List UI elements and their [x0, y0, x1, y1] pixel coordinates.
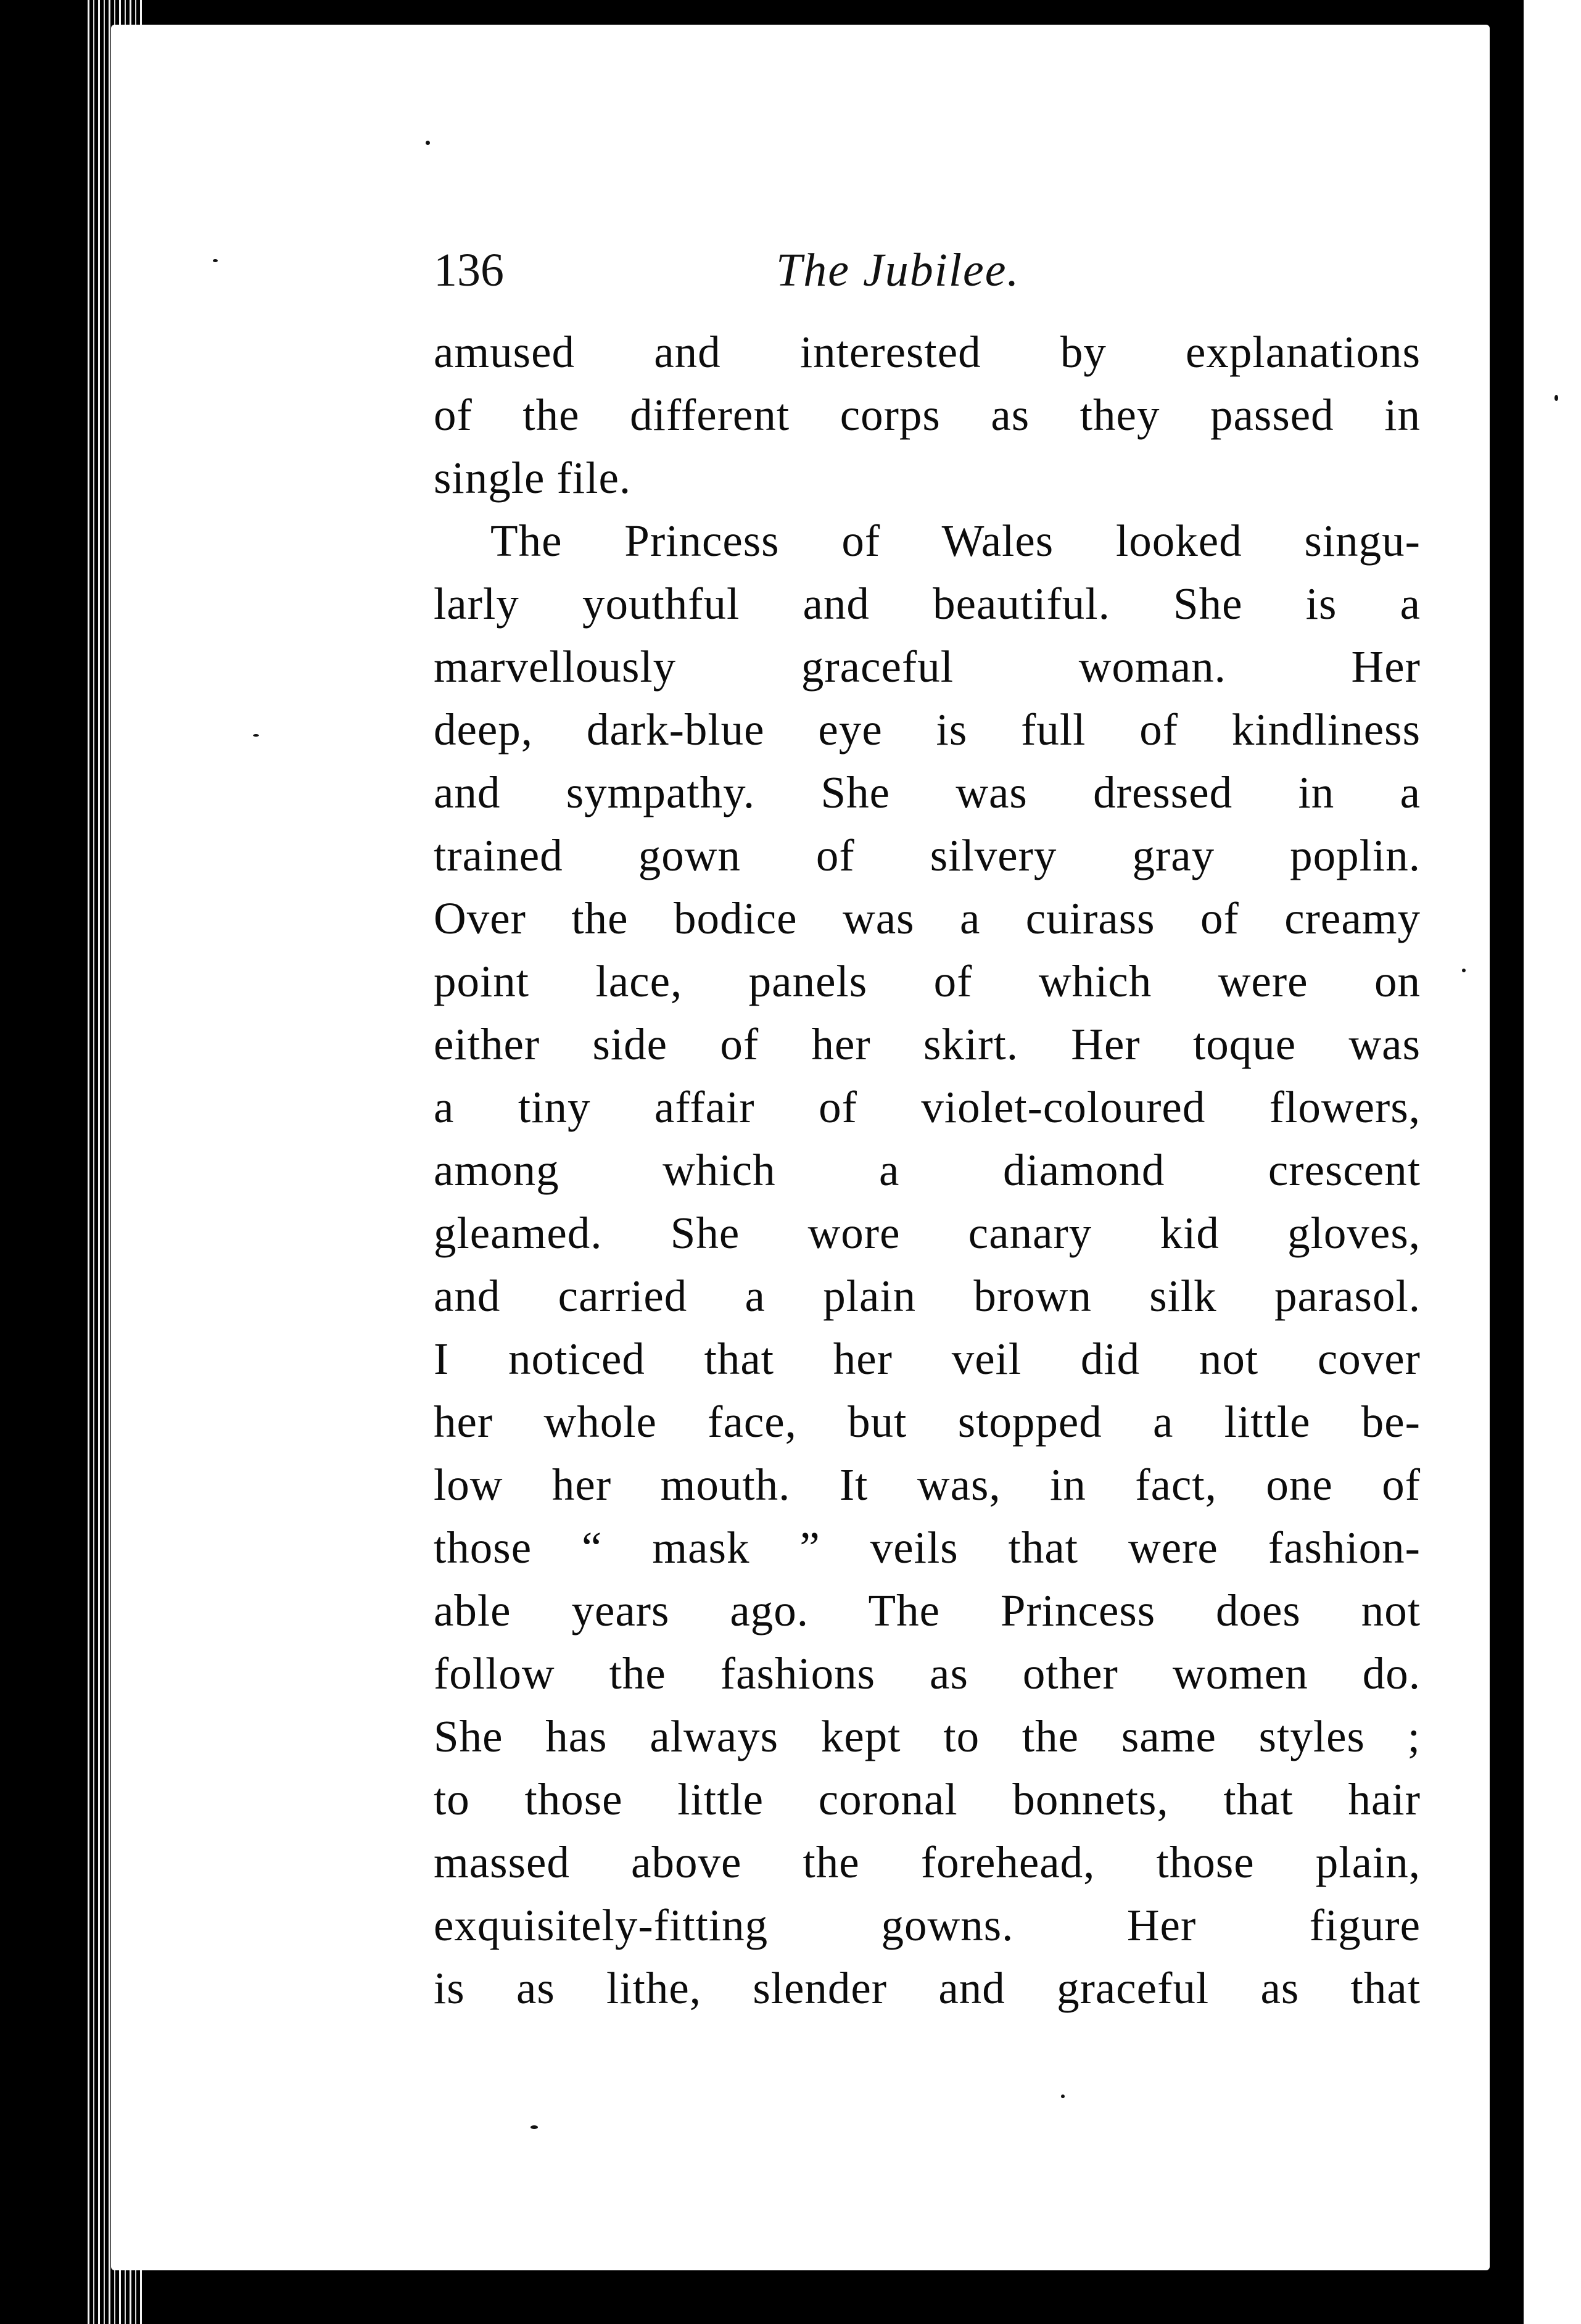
scan-speck [530, 2125, 538, 2129]
text-line: of the different corps as they passed in [434, 390, 1421, 440]
text-line: low her mouth. It was, in fact, one of [434, 1460, 1421, 1510]
text-line: to those little coronal bonnets, that hair [434, 1774, 1421, 1824]
text-line: able years ago. The Princess does not [434, 1586, 1421, 1635]
text-line: trained gown of silvery gray poplin. [434, 830, 1421, 880]
text-line: point lace, panels of which were on [434, 956, 1421, 1006]
text-line: exquisitely-fitting gowns. Her figure [434, 1900, 1421, 1950]
text-line: marvellously graceful woman. Her [434, 642, 1421, 692]
text-line: those “ mask ” veils that were fashion- [434, 1523, 1421, 1573]
scan-speck [426, 141, 430, 145]
text-line: either side of her skirt. Her toque was [434, 1019, 1421, 1069]
text-line: follow the fashions as other women do. [434, 1648, 1421, 1698]
text-line: among which a diamond crescent [434, 1145, 1421, 1195]
text-line: massed above the forehead, those plain, [434, 1837, 1421, 1887]
scan-speck [1462, 969, 1466, 972]
page-number: 136 [434, 244, 504, 296]
text-line: Over the bodice was a cuirass of creamy [434, 893, 1421, 943]
text-line: gleamed. She wore canary kid gloves, [434, 1208, 1421, 1258]
text-line: and carried a plain brown silk parasol. [434, 1271, 1421, 1321]
running-head [434, 244, 1100, 299]
text-line: She has always kept to the same styles ; [434, 1711, 1421, 1761]
text-line: a tiny affair of violet-coloured flowers, [434, 1082, 1421, 1132]
text-line: and sympathy. She was dressed in a [434, 767, 1421, 817]
running-title: The Jubilee. [776, 244, 1020, 296]
scan-speck [1554, 395, 1558, 401]
text-line: deep, dark-blue eye is full of kindliness [434, 705, 1421, 755]
scan-speck [253, 734, 259, 737]
scan-speck [1061, 2094, 1065, 2098]
text-line: her whole face, but stopped a little be- [434, 1397, 1421, 1447]
scan-speck [213, 259, 218, 262]
next-page-edge [1524, 0, 1581, 2324]
text-line: is as lithe, slender and graceful as that [434, 1963, 1421, 2013]
text-line: The Princess of Wales looked singu- [490, 516, 1421, 566]
text-line: amused and interested by explanations [434, 327, 1421, 377]
body-text [434, 321, 1421, 2020]
text-line: larly youthful and beautiful. She is a [434, 579, 1421, 629]
text-line: I noticed that her veil did not cover [434, 1334, 1421, 1384]
text-line: single file. [434, 453, 632, 503]
binding-shadow [0, 0, 86, 2324]
